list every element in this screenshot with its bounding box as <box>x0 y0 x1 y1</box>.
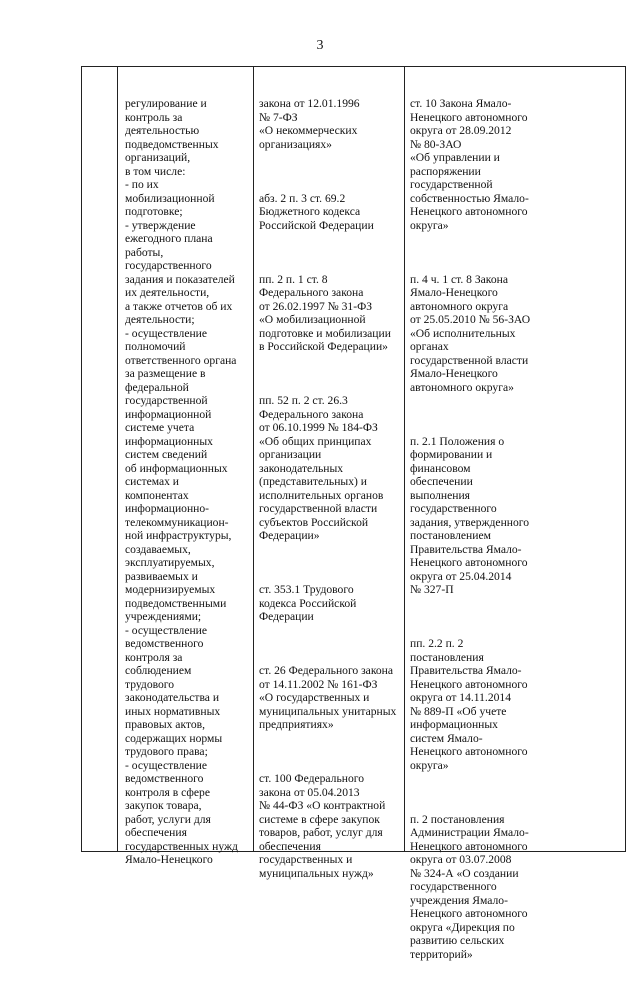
cell-paragraph: ст. 26 Федерального закона от 14.11.2002 № 161-ФЗ «О государственных и муниципальных унитарных предприятиях» <box>259 664 397 731</box>
cell-paragraph: регулирование и контроль за деятельностью подведомственных организаций, в том числе: - по их мобилизационной подготовке; - утверждение ежегодного плана работы, государственного задания и показателей их деятельности, а также отчетов об их деятельности; - осуществление полномочий ответственного органа за размещение в федеральной государственной информационной системе учета информационных систем сведений об информационных системах и компонентах информационно- телекоммуникацион- ной инфраструктуры, создаваемых, эксплуатируемых, развиваемых и модернизируемых подведомственными учреждениями; - осуществление ведомственного контроля за соблюдением трудового законодательства и иных нормативных правовых актов, содержащих нормы трудового права; - осуществление ведомственного контроля в сфере закупок товара, работ, услуги для обеспечения государственных нужд Ямало-Ненецкого <box>125 97 238 866</box>
column-divider <box>253 67 254 851</box>
cell-paragraph: п. 4 ч. 1 ст. 8 Закона Ямало-Ненецкого автономного округа от 25.05.2010 № 56-ЗАО «Об исполнительных органах государственной власти Ямало-Ненецкого автономного округа» <box>410 272 531 394</box>
cell-paragraph: ст. 100 Федерального закона от 05.04.2013 № 44-ФЗ «О контрактной системе в сфере закупок товаров, работ, услуг для обеспечения государственных и муниципальных нужд» <box>259 772 386 880</box>
cell-paragraph: пп. 2 п. 1 ст. 8 Федерального закона от 26.02.1997 № 31-ФЗ «О мобилизационной подготовке и мобилизации в Российской Федерации» <box>259 272 391 353</box>
document-table <box>81 66 626 961</box>
cell-paragraph: п. 2.1 Положения о формировании и финансовом обеспечении выполнения государственного задания, утвержденного постановлением Правительства Ямало- Ненецкого автономного округа от 25.04.2014 № 327-П <box>410 434 530 596</box>
cell-paragraph: пп. 52 п. 2 ст. 26.3 Федерального закона от 06.10.1999 № 184-ФЗ «Об общих принципах организации законодательных (представительных) и исполнительных органов государственной власти субъектов Российской Федерации» <box>259 394 384 542</box>
cell-paragraph: п. 2 постановления Администрации Ямало- Ненецкого автономного округа от 03.07.2008 № 324-А «О создании государственного учреждения Ямало- Ненецкого автономного округа «Дирекция по развитию сельских территорий» <box>410 812 529 961</box>
table-cell-regional-acts <box>410 70 530 988</box>
column-divider <box>117 67 118 851</box>
column-divider <box>404 67 405 851</box>
cell-paragraph: ст. 353.1 Трудового кодекса Российской Федерации <box>259 583 357 623</box>
table-cell-activities <box>125 70 238 894</box>
cell-paragraph: пп. 2.2 п. 2 постановления Правительства Ямало- Ненецкого автономного округа от 14.11.2014 № 889-П «Об учете информационных систем Ямало- Ненецкого автономного округа» <box>410 637 528 772</box>
page-number: 3 <box>316 38 324 53</box>
cell-paragraph: ст. 10 Закона Ямало- Ненецкого автономного округа от 28.09.2012 № 80-ЗАО «Об управлении и распоряжении государственной собственностью Ямало- Ненецкого автономного округа» <box>410 97 529 232</box>
cell-paragraph: закона от 12.01.1996 № 7-ФЗ «О некоммерческих организациях» <box>259 97 360 151</box>
cell-paragraph: абз. 2 п. 3 ст. 69.2 Бюджетного кодекса Российской Федерации <box>259 191 374 232</box>
table-cell-federal-acts <box>259 70 396 907</box>
